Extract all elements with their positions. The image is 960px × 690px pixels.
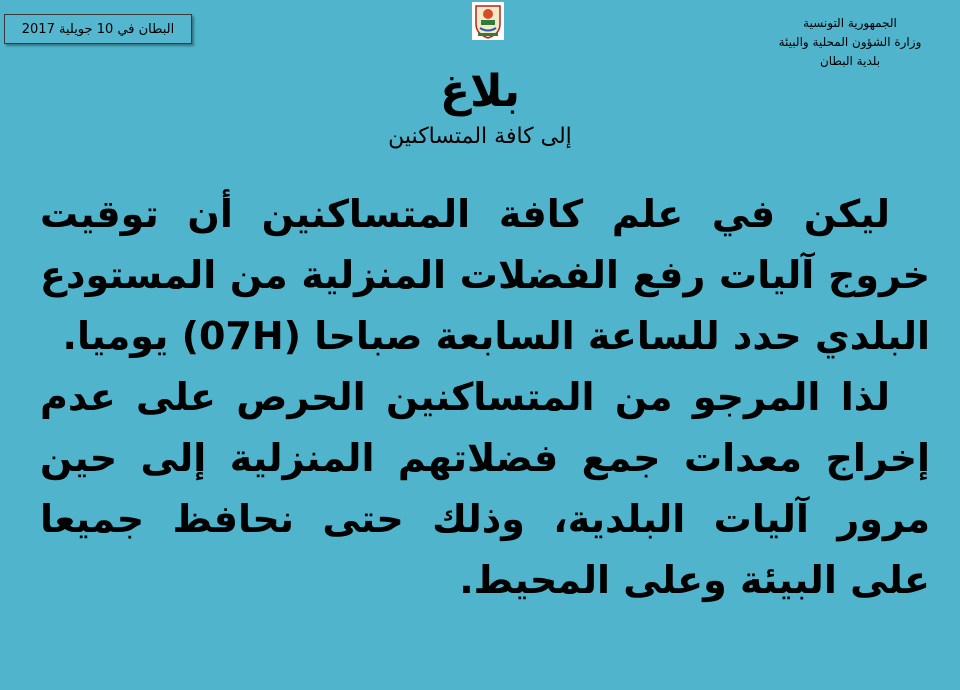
notice-body xyxy=(40,184,930,611)
notice-title: بلاغ xyxy=(440,66,520,117)
notice-paragraph-1: ليكن في علم كافة المتساكنين أن توقيت خروج آليات رفع الفضلات المنزلية من المستودع البلدي حدد للساعة السابعة صباحا (07H) يوميا. xyxy=(40,192,930,358)
republic-name: الجمهورية التونسية xyxy=(803,16,897,30)
date-box xyxy=(4,14,192,44)
date-text: البطان في 10 جويلية 2017 xyxy=(21,21,175,37)
municipality-name: بلدية البطان xyxy=(819,54,881,68)
notice-subtitle: إلى كافة المتساكنين xyxy=(388,124,572,149)
header-institution xyxy=(750,14,950,71)
notice-paragraph-2: لذا المرجو من المتساكنين الحرص على عدم إخراج معدات جمع فضلاتهم المنزلية إلى حين مرور آليات البلدية، وذلك حتى نحافظ جميعا على البيئة وعلى المحيط. xyxy=(40,375,930,602)
ministry-name: وزارة الشؤون المحلية والبيئة xyxy=(778,35,922,49)
municipality-emblem-icon xyxy=(472,2,504,40)
